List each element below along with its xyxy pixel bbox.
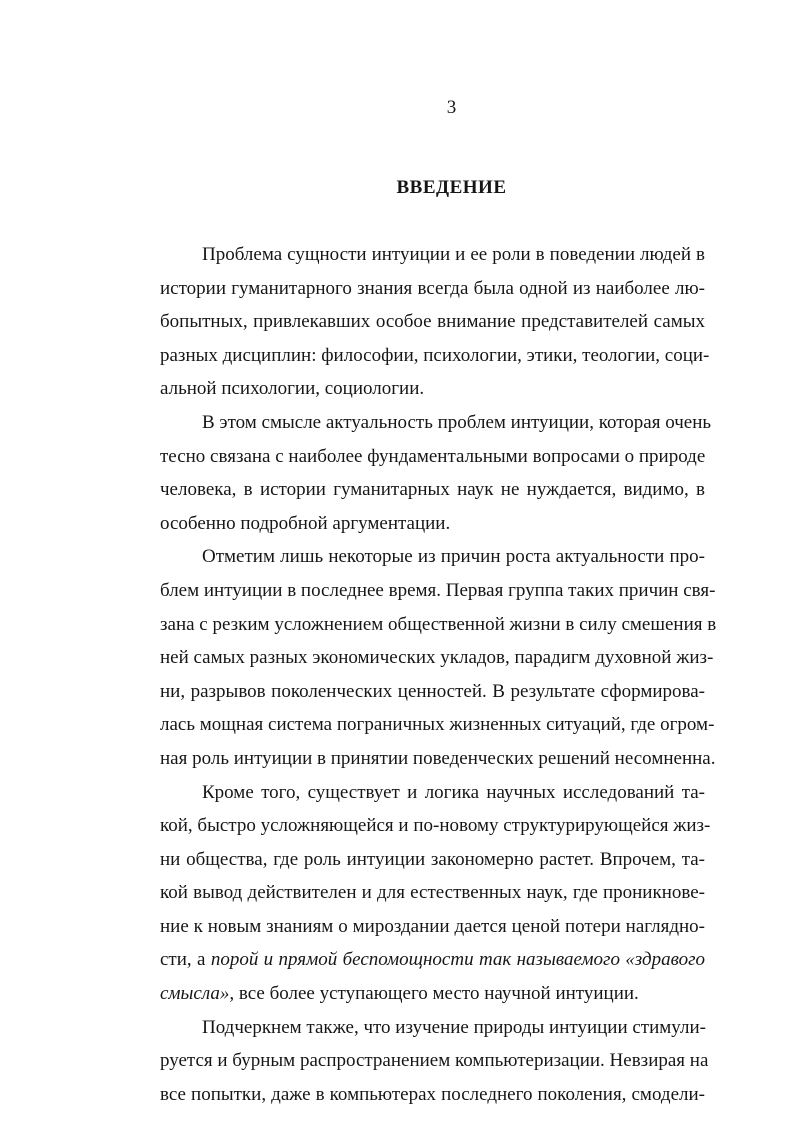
text-line: ней самых разных экономических укладов, парадигм духовной жиз- [160,647,714,669]
text-line: человека, в истории гуманитарных наук не нуждается, видимо, в [160,479,705,501]
text-line: лась мощная система пограничных жизненных ситуаций, где огром- [160,714,715,736]
text-line: ние к новым знаниям о мироздании дается ценой потери нагляднo- [160,915,705,937]
text-line: В этом смысле актуальность проблем интуиции, которая очень [202,411,712,433]
text-segment: все более уступающего место научной интуиции. [234,983,639,1005]
text-line: тесно связана с наиболее фундаментальными вопросами о природе [160,445,706,467]
text-line: ная роль интуиции в принятии поведенческих решений несомненна. [160,747,716,769]
text-segment: сти, а [160,949,211,971]
page-number: 3 [446,97,457,118]
text-line: особенно подробной аргументации. [160,512,451,534]
text-line: Проблема сущности интуиции и ее роли в поведении людей в [202,244,705,265]
italic-text: смысла», [160,983,235,1005]
text-line: бопытных, привлекавших особое внимание представителей самых [160,311,705,333]
body-text [160,238,717,1111]
paragraph-4 [160,776,711,1011]
text-line: кой вывод действителен и для естественных наук, где проникнове- [160,882,705,904]
text-line: ни, разрывов поколенческих ценностей. В результате сформирова- [160,680,705,702]
text-line: Отметим лишь некоторые из причин роста актуальности про- [202,546,705,568]
text-line: блем интуиции в последнее время. Первая группа таких причин свя- [160,579,716,601]
text-line: разных дисциплин: философии, психологии, этики, теологии, соци- [160,344,710,366]
italic-text: порой и прямой беспомощности так называемого «здравого [210,949,705,971]
text-line: зана с резким усложнением общественной жизни в силу смешения в [160,613,717,635]
text-line [160,943,705,977]
text-line [160,977,705,1011]
text-line: Кроме того, существует и логика научных исследований та- [202,781,705,803]
text-line: все попытки, даже в компьютерах последнего поколения, смодели- [160,1083,705,1105]
paragraph-2 [160,406,712,540]
text-line: альной психологии, социологии. [160,378,425,400]
paragraph-3 [160,540,717,775]
text-line: ни общества, где роль интуиции закономерно растет. Впрочем, та- [160,848,705,870]
text-line: истории гуманитарного знания всегда была одной из наиболее лю- [160,277,705,299]
paragraph-1 [160,238,710,406]
text-line: Подчеркнем также, что изучение природы интуиции стимули- [202,1016,706,1038]
paragraph-5 [160,1011,709,1112]
text-line: кой, быстро усложняющейся и по-новому структурирующейся жиз- [160,815,711,837]
page-heading: ВВЕДЕНИЕ [396,177,507,198]
text-line: руется и бурным распространением компьютеризации. Невзирая на [160,1050,709,1072]
